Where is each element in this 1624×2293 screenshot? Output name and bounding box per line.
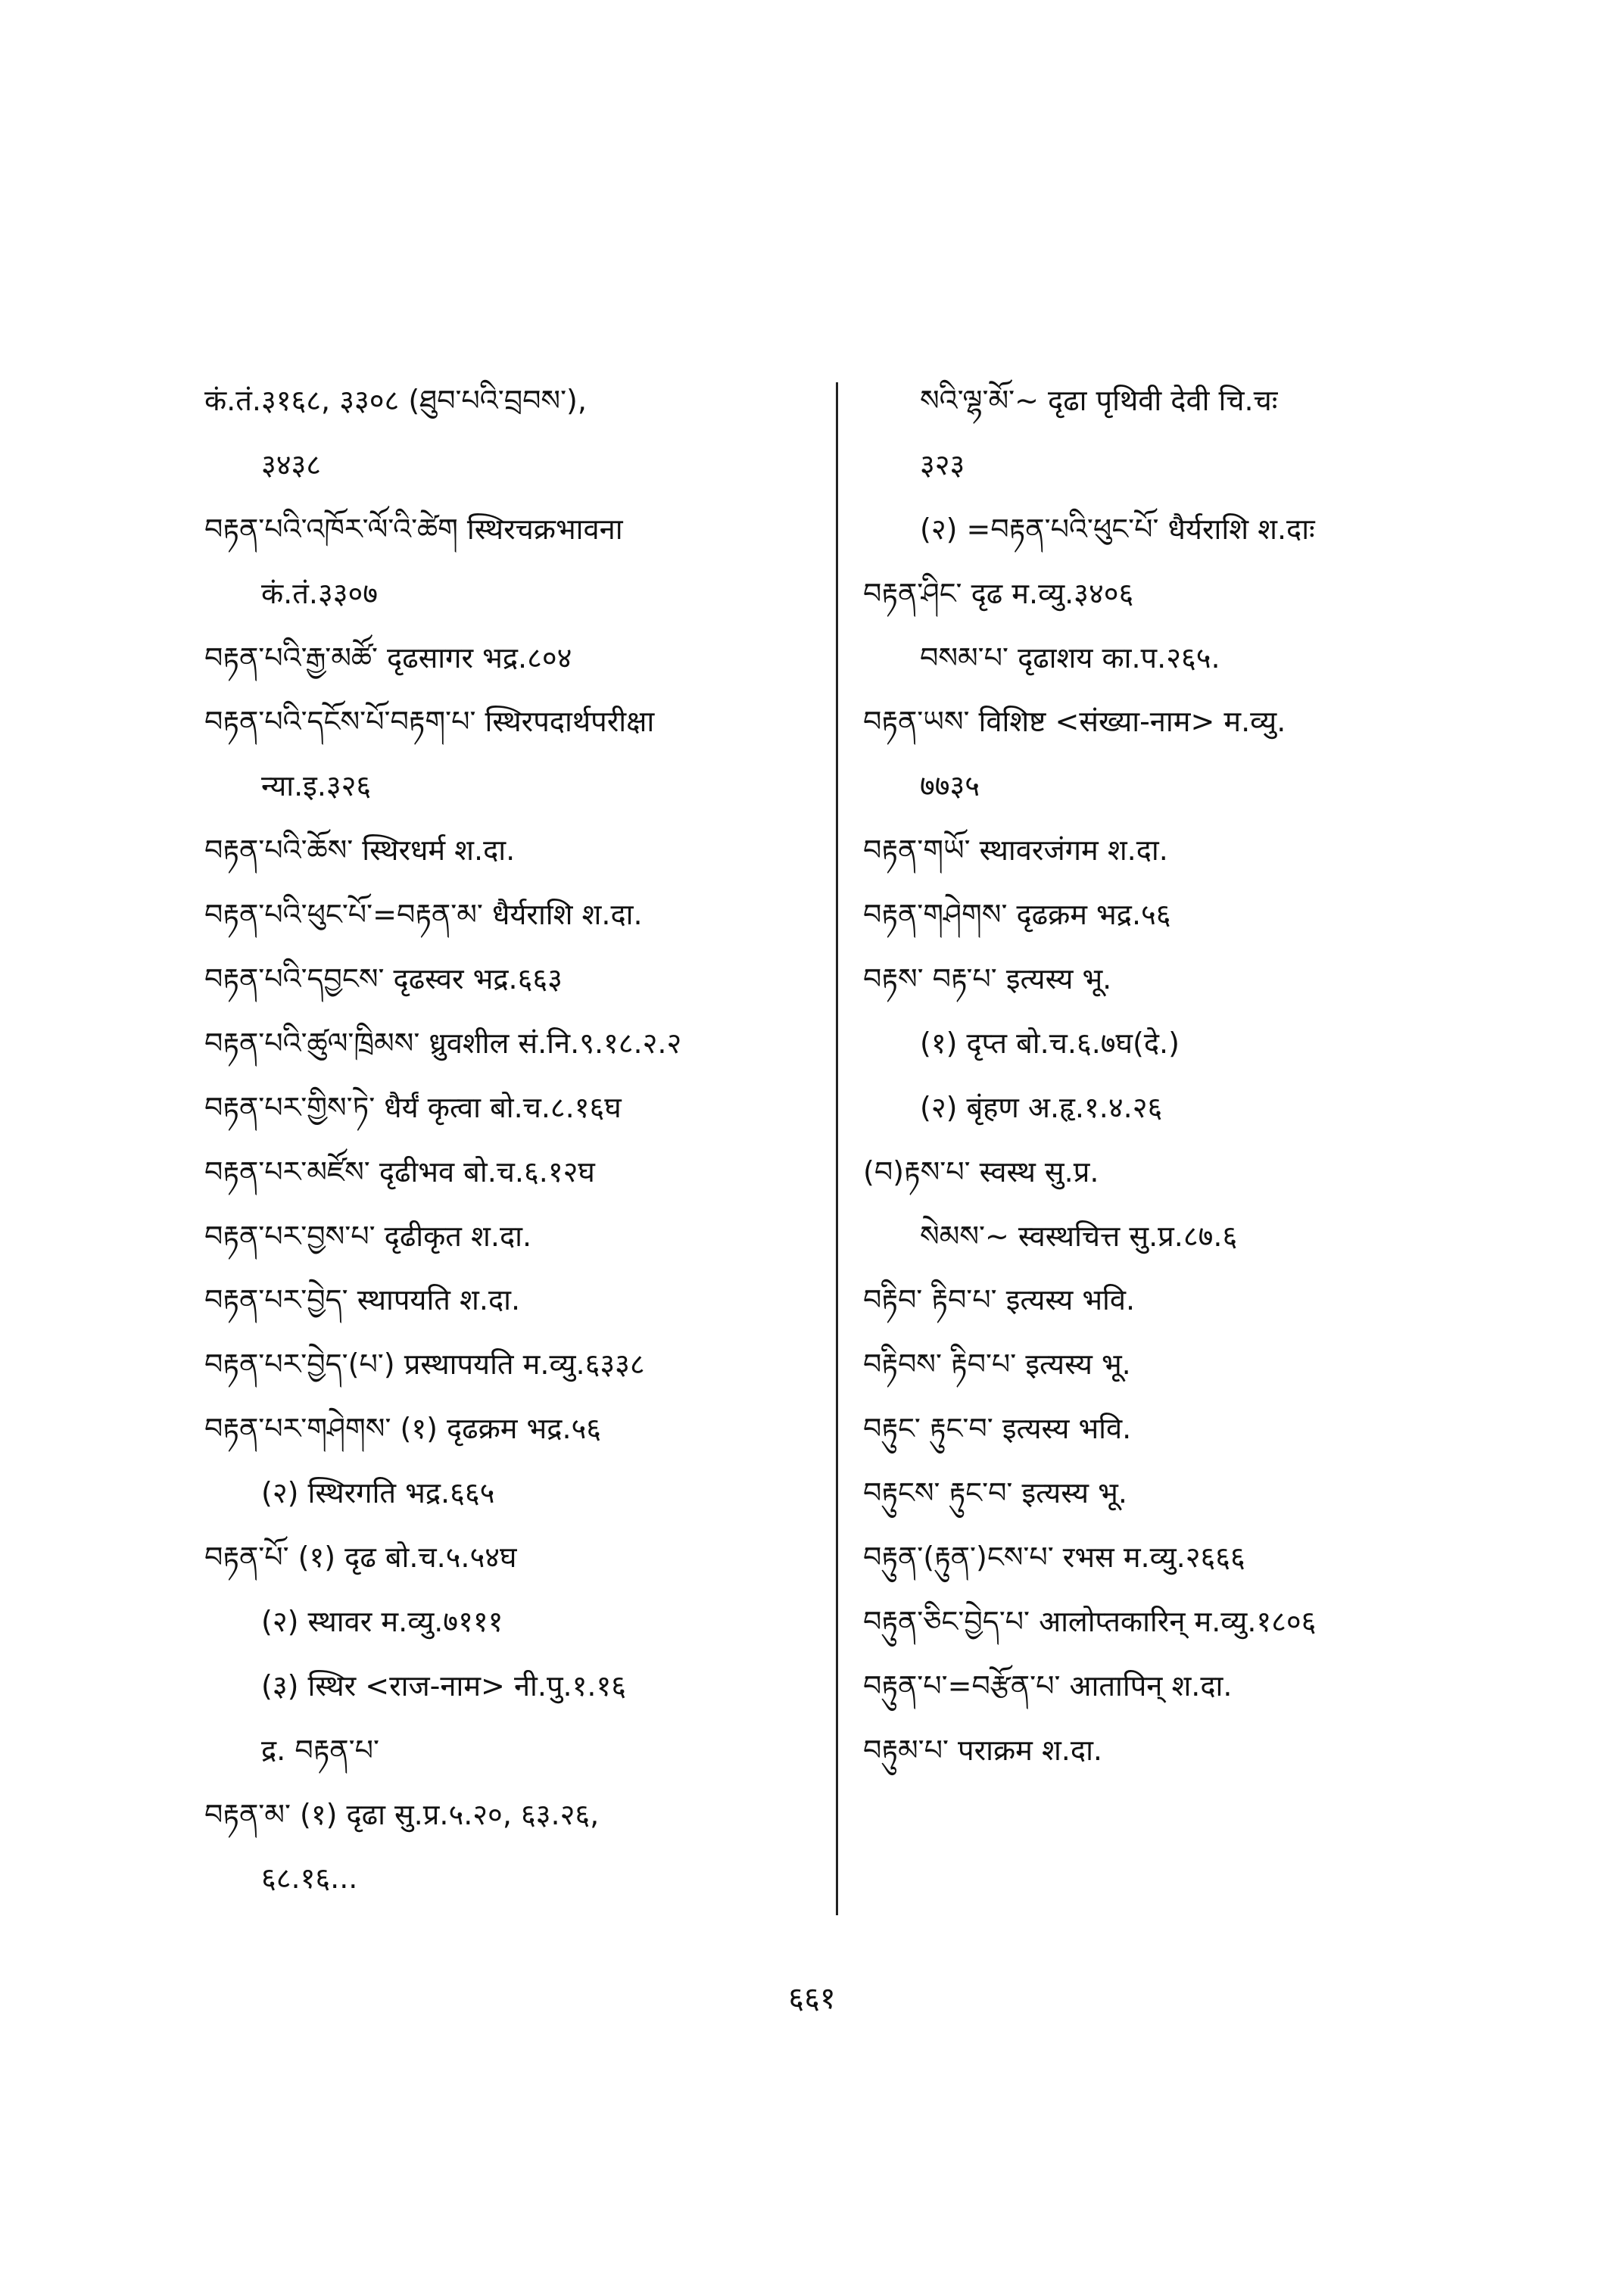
- dictionary-entry: བརྟན་པའི་ཚུལ་ཁྲིམས་ ध्रुवशील सं.नि.९.१८.२.२: [204, 1026, 682, 1060]
- dictionary-entry: བརྟན་པར་བྱས་པ་ दृढीकृत श.दा.: [204, 1219, 532, 1253]
- dictionary-entry: ७७३५: [920, 769, 980, 803]
- dictionary-entry: कं.तं.३३०७: [261, 576, 379, 610]
- dictionary-entry: བརྟན་ཡས་ विशिष्ट <संख्या-नाम> म.व्यु.: [863, 705, 1286, 739]
- dictionary-entry: བརྟན་པར་གཤེགས་ (१) दृढक्रम भद्र.५६: [204, 1412, 602, 1446]
- dictionary-entry: བརྟུན་(རྟུན་)ངས་པ་ रभस म.व्यु.२६६६: [863, 1541, 1245, 1575]
- dictionary-entry: (བ)རྟས་པ་ स्वस्थ सु.प्र.: [863, 1154, 1099, 1189]
- dictionary-entry: ६८.१६...: [261, 1862, 358, 1896]
- dictionary-entry: བརྟན་པར་བྱེད་ स्थापयति श.दा.: [204, 1283, 521, 1317]
- dictionary-entry: द्र. བརྟན་པ་: [261, 1733, 379, 1767]
- dictionary-entry: བརྟན་ཤིང་ दृढ म.व्यु.३४०६: [863, 576, 1134, 610]
- dictionary-entry: བརྟན་པའི་དངོས་པོ་བརྟག་པ་ स्थिरपदार्थपरीक्षा: [204, 705, 655, 739]
- dictionary-entry: कं.तं.३१६८, ३३०८ (ཐུབ་པའི་བྲབས་),: [204, 384, 587, 417]
- dictionary-entry: ३४३८: [261, 447, 322, 481]
- right-column: [863, 379, 1439, 1793]
- dictionary-entry: སའི་ལྷ་མོ་~ दृढा पृथिवी देवी चि.चः: [920, 384, 1278, 417]
- dictionary-entry: (२) बृंहण अ.हृ.१.४.२६: [920, 1090, 1163, 1124]
- left-column: [204, 379, 833, 1921]
- dictionary-entry: (२) =བརྟན་པའི་ཕུང་པོ་ धैर्यराशि श.दाः: [920, 512, 1315, 546]
- dictionary-entry: བརྟན་གཤེགས་ दृढक्रम भद्र.५६: [863, 898, 1171, 932]
- dictionary-entry: བརྟན་མ་ (१) दृढा सु.प्र.५.२०, ६३.२६,: [204, 1797, 600, 1831]
- dictionary-entry: (१) दृप्त बो.च.६.७घ(दे.): [920, 1026, 1180, 1060]
- dictionary-entry: ३२३: [920, 447, 965, 481]
- dictionary-entry: བརྟན་པའི་འཁོར་ལོ་འི་ཚེག स्थिरचक्रभावना: [204, 512, 623, 546]
- dictionary-entry: བརྟུང་ རྟུང་བ་ इत्यस्य भवि.: [863, 1412, 1132, 1446]
- dictionary-entry: न्या.इ.३२६: [261, 769, 372, 803]
- dictionary-entry: (३) स्थिर <राज-नाम> नी.पु.१.१६: [261, 1668, 626, 1703]
- dictionary-entry: བརྟན་པའི་ཆོས་ स्थिरधर्म श.दा.: [204, 833, 516, 868]
- dictionary-entry: བརྟན་པར་མཛོས་ दृढीभव बो.च.६.१२घ: [204, 1154, 595, 1189]
- dictionary-entry: བསམ་པ་ दृढाशय का.प.२६५.: [920, 640, 1220, 675]
- column-divider: [836, 382, 838, 1915]
- dictionary-entry: སེམས་~ स्वस्थचित्त सु.प्र.८७.६: [920, 1219, 1238, 1253]
- dictionary-entry: བརྟན་པར་བྱེད་(པ་) प्रस्थापयति म.व्यु.६३३८: [204, 1347, 645, 1382]
- dictionary-entry: བརྟིབས་ རྟིབ་པ་ इत्यस्य भू.: [863, 1347, 1131, 1382]
- dictionary-entry: བརྟན་པར་གྱིས་ཏེ་ धैर्यं कृत्वा बो.च.८.१६घ: [204, 1090, 622, 1124]
- dictionary-entry: བརྟས་ བརྟ་པ་ इत्यस्य भू.: [863, 962, 1112, 996]
- dictionary-entry: བརྟན་པའི་རྒྱ་མཚོ་ दृढसागर भद्र.८०४: [204, 640, 572, 675]
- dictionary-entry: བརྟུངས་ རྟུང་བ་ इत्यस्य भू.: [863, 1476, 1127, 1510]
- dictionary-entry: (२) स्थिरगति भद्र.६६५: [261, 1476, 495, 1510]
- dictionary-entry: བརྟུམ་པ་ पराक्रम श.दा.: [863, 1733, 1102, 1767]
- dictionary-entry: བརྟན་པོ་ (१) दृढ बो.च.५.५४घ: [204, 1541, 517, 1575]
- dictionary-entry: བརྟན་པའི་ཕུང་པོ་=བརྟན་མ་ धैर्यराशि श.दा.: [204, 898, 643, 932]
- dictionary-entry: བརྟན་གཡོ་ स्थावरजंगम श.दा.: [863, 833, 1168, 868]
- dictionary-entry: བརྟུན་ཅིང་བྱེད་པ་ आलोप्तकारिन् म.व्यु.१८०६: [863, 1604, 1317, 1638]
- page-number: ६६१: [788, 1981, 836, 2016]
- dictionary-entry: བརྟན་པའི་དབྱངས་ दृढस्वर भद्र.६६३: [204, 962, 563, 996]
- dictionary-entry: བརྟིབ་ རྟིབ་པ་ इत्यस्य भवि.: [863, 1283, 1136, 1317]
- dictionary-entry: (२) स्थावर म.व्यु.७१११: [261, 1604, 503, 1638]
- dictionary-entry: བརྟུན་པ་=བརྩོན་པ་ आतापिन् श.दा.: [863, 1668, 1233, 1703]
